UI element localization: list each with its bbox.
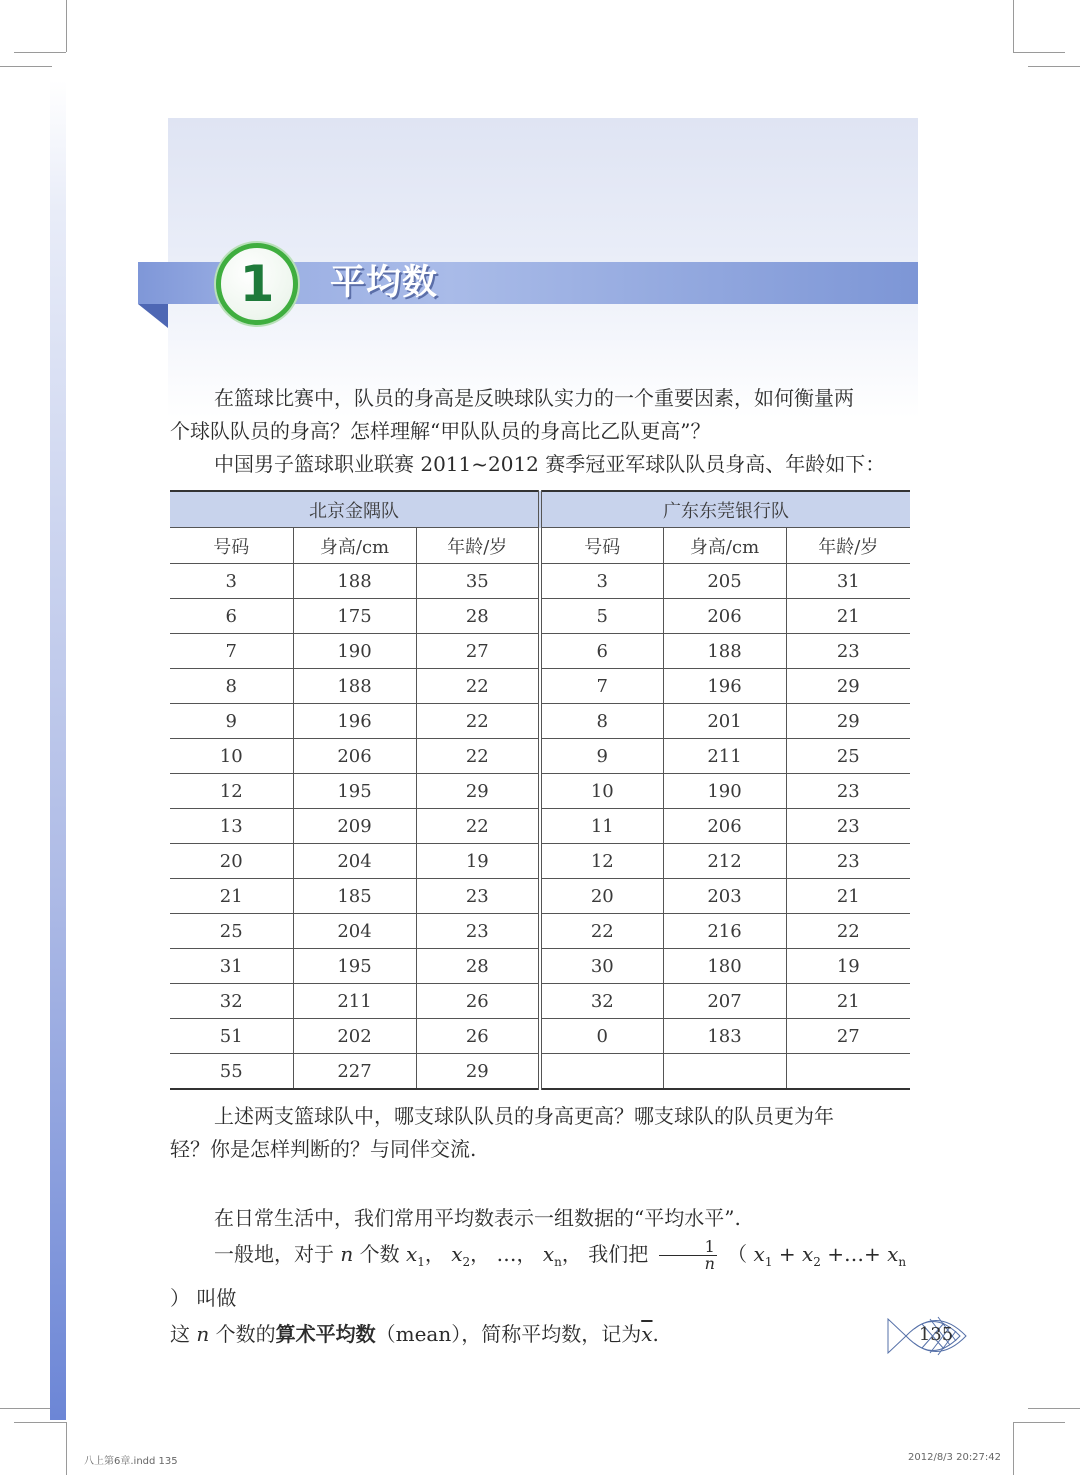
table-cell: 209 <box>293 809 416 844</box>
table-cell: 188 <box>293 669 416 704</box>
table-cell: 26 <box>416 1019 540 1054</box>
crop-mark <box>1028 66 1080 67</box>
table-row <box>170 914 910 949</box>
table-cell: 29 <box>786 669 910 704</box>
table-cell: 6 <box>540 634 663 669</box>
table-cell: 22 <box>540 914 663 949</box>
question-line-1: 上述两支篮球队中，哪支球队队员的身高更高？哪支球队的队员更为年 <box>214 1104 834 1128</box>
table-row <box>170 1019 910 1054</box>
plus: + <box>778 1242 796 1266</box>
math-var-x: x <box>753 1242 765 1266</box>
text: . <box>652 1322 659 1346</box>
table-cell: 25 <box>786 739 910 774</box>
text: ， <box>470 1242 491 1266</box>
table-cell: 31 <box>170 949 293 984</box>
definition-line-1: 在日常生活中，我们常用平均数表示一组数据的“平均水平”. <box>214 1206 741 1230</box>
table-cell: 5 <box>540 599 663 634</box>
text: 个数的 <box>215 1322 276 1346</box>
table-cell: 32 <box>170 984 293 1019</box>
table-row <box>170 879 910 914</box>
table-cell: 205 <box>663 564 786 599</box>
table-row <box>170 669 910 704</box>
table-cell: 29 <box>786 704 910 739</box>
math-var-x: x <box>801 1242 814 1266</box>
text: 一般地，对于 <box>214 1242 334 1266</box>
table-row <box>170 564 910 599</box>
footer-file-info: 八上第6章.indd 135 <box>84 1456 178 1467</box>
table-row <box>170 844 910 879</box>
table-row <box>170 599 910 634</box>
table-cell: 10 <box>170 739 293 774</box>
table-cell: 27 <box>416 634 540 669</box>
table-cell: 23 <box>416 914 540 949</box>
section-title-fold <box>138 304 168 328</box>
table-cell: 21 <box>786 879 910 914</box>
table-cell: 9 <box>540 739 663 774</box>
crop-mark <box>0 1408 52 1409</box>
table-cell: 196 <box>293 704 416 739</box>
math-var-x: x <box>887 1242 899 1266</box>
intro-paragraph <box>170 382 910 481</box>
intro-line-2: 个球队队员的身高？怎样理解“甲队队员的身高比乙队更高”？ <box>170 419 711 443</box>
table-cell: 19 <box>416 844 540 879</box>
table-body <box>170 564 910 1090</box>
table-cell: 28 <box>416 949 540 984</box>
table-cell: 190 <box>663 774 786 809</box>
math-x-bar: $\overline{x}$ <box>641 1322 653 1346</box>
fraction-denominator: n <box>704 1254 715 1273</box>
table-cell: 195 <box>293 949 416 984</box>
table-cell: 202 <box>293 1019 416 1054</box>
table-cell: 21 <box>786 599 910 634</box>
table-cell: 29 <box>416 774 540 809</box>
fraction <box>659 1239 717 1272</box>
table-cell: 201 <box>663 704 786 739</box>
table-cell: 22 <box>416 704 540 739</box>
section-number: 1 <box>239 255 275 313</box>
table-cell: 28 <box>416 599 540 634</box>
math-var-x: x <box>451 1242 463 1266</box>
table-cell: 21 <box>170 879 293 914</box>
text: 个数 <box>359 1242 400 1266</box>
table-cell: 23 <box>416 879 540 914</box>
crop-mark <box>66 0 67 52</box>
math-var-n: n <box>340 1242 354 1266</box>
subscript: 1 <box>417 1255 425 1269</box>
table-cell <box>786 1054 910 1090</box>
table-cell: 26 <box>416 984 540 1019</box>
table-row <box>170 739 910 774</box>
column-header: 号码 <box>540 528 663 564</box>
crop-mark <box>1013 1422 1014 1475</box>
crop-mark <box>14 1422 66 1423</box>
text: ， <box>561 1242 582 1266</box>
table-cell: 12 <box>170 774 293 809</box>
definition-line-2 <box>170 1236 910 1316</box>
table-cell: 22 <box>416 809 540 844</box>
text: ， <box>516 1242 537 1266</box>
crop-mark <box>1013 1422 1065 1423</box>
footer-timestamp: 2012/8/3 20:27:42 <box>908 1452 1002 1463</box>
table-row <box>170 984 910 1019</box>
table-cell: 20 <box>540 879 663 914</box>
team-a-header: 北京金隅队 <box>170 491 540 528</box>
table-cell: 20 <box>170 844 293 879</box>
math-var-x: x <box>405 1242 418 1266</box>
table-cell: 22 <box>786 914 910 949</box>
table-cell <box>540 1054 663 1090</box>
table-cell: 11 <box>540 809 663 844</box>
section-number-badge <box>216 243 298 325</box>
table-cell: 185 <box>293 879 416 914</box>
table-cell: 21 <box>786 984 910 1019</box>
table-cell: 207 <box>663 984 786 1019</box>
table-cell: 31 <box>786 564 910 599</box>
crop-mark <box>1028 1408 1080 1409</box>
table-cell: 51 <box>170 1019 293 1054</box>
subscript: n <box>898 1255 907 1269</box>
table-cell: 7 <box>540 669 663 704</box>
table-cell: 10 <box>540 774 663 809</box>
table-cell: 30 <box>540 949 663 984</box>
plus-dots: +…+ <box>827 1242 881 1266</box>
math-var-n: n <box>196 1322 210 1346</box>
table-cell: 188 <box>663 634 786 669</box>
table-cell: 6 <box>170 599 293 634</box>
crop-mark <box>66 1422 67 1475</box>
definition-paragraph <box>170 1200 910 1352</box>
definition-line-3 <box>170 1316 910 1352</box>
table-cell: 196 <box>663 669 786 704</box>
table-cell: 35 <box>416 564 540 599</box>
table-cell: 13 <box>170 809 293 844</box>
table-cell: 8 <box>540 704 663 739</box>
table-cell <box>663 1054 786 1090</box>
table-cell: 188 <box>293 564 416 599</box>
table-cell: 22 <box>416 739 540 774</box>
table-cell: 206 <box>663 809 786 844</box>
table-cell: 175 <box>293 599 416 634</box>
table-cell: 3 <box>540 564 663 599</box>
column-header: 年龄/岁 <box>416 528 540 564</box>
section-title: 平均数 <box>330 263 439 303</box>
text: （mean），简称平均数，记为 <box>375 1322 642 1346</box>
math-var-x: x <box>542 1242 555 1266</box>
table-cell: 180 <box>663 949 786 984</box>
table-cell: 23 <box>786 809 910 844</box>
table-cell: 203 <box>663 879 786 914</box>
table-row <box>170 634 910 669</box>
text: ） <box>170 1286 190 1310</box>
table-row <box>170 1054 910 1090</box>
table-cell: 211 <box>663 739 786 774</box>
table-row <box>170 774 910 809</box>
column-header: 年龄/岁 <box>786 528 910 564</box>
term-arithmetic-mean: 算术平均数 <box>275 1322 376 1346</box>
table-cell: 23 <box>786 634 910 669</box>
table-cell: 32 <box>540 984 663 1019</box>
fraction-numerator: 1 <box>659 1239 717 1256</box>
text: 这 <box>170 1322 190 1346</box>
table-cell: 216 <box>663 914 786 949</box>
height-age-table <box>170 490 910 1090</box>
ellipsis: … <box>496 1242 517 1266</box>
table-row <box>170 949 910 984</box>
table-cell: 29 <box>416 1054 540 1090</box>
table-cell: 227 <box>293 1054 416 1090</box>
table-row <box>170 704 910 739</box>
left-margin-strip <box>50 80 66 1420</box>
column-header: 号码 <box>170 528 293 564</box>
table-cell: 23 <box>786 774 910 809</box>
text: （ <box>727 1242 748 1266</box>
subscript: 2 <box>813 1255 821 1269</box>
table-row <box>170 809 910 844</box>
table-cell: 19 <box>786 949 910 984</box>
crop-mark <box>14 52 66 53</box>
column-header: 身高/cm <box>663 528 786 564</box>
text: ， <box>424 1242 445 1266</box>
subscript: n <box>554 1255 562 1269</box>
table-cell: 12 <box>540 844 663 879</box>
table-cell: 206 <box>293 739 416 774</box>
question-paragraph <box>170 1100 910 1166</box>
table-cell: 27 <box>786 1019 910 1054</box>
table-cell: 204 <box>293 844 416 879</box>
table-cell: 23 <box>786 844 910 879</box>
intro-line-3: 中国男子篮球职业联赛 2011~2012 赛季冠亚军球队队员身高、年龄如下： <box>214 452 886 476</box>
text: 我们把 <box>588 1242 649 1266</box>
table-cell: 55 <box>170 1054 293 1090</box>
team-b-header: 广东东莞银行队 <box>540 491 910 528</box>
table-cell: 190 <box>293 634 416 669</box>
crop-mark <box>1013 52 1065 53</box>
text: 叫做 <box>196 1286 237 1310</box>
table-cell: 183 <box>663 1019 786 1054</box>
table-cell: 3 <box>170 564 293 599</box>
table-cell: 25 <box>170 914 293 949</box>
table-cell: 9 <box>170 704 293 739</box>
table-cell: 22 <box>416 669 540 704</box>
table-cell: 0 <box>540 1019 663 1054</box>
crop-mark <box>1013 0 1014 52</box>
table-cell: 7 <box>170 634 293 669</box>
column-header: 身高/cm <box>293 528 416 564</box>
table-cell: 211 <box>293 984 416 1019</box>
table-cell: 8 <box>170 669 293 704</box>
table-cell: 204 <box>293 914 416 949</box>
question-line-2: 轻？你是怎样判断的？与同伴交流. <box>170 1137 477 1161</box>
intro-line-1: 在篮球比赛中，队员的身高是反映球队实力的一个重要因素，如何衡量两 <box>214 386 854 410</box>
table-cell: 206 <box>663 599 786 634</box>
crop-mark <box>0 66 52 67</box>
table-cell: 212 <box>663 844 786 879</box>
subscript: 1 <box>764 1255 773 1269</box>
page-number: 135 <box>918 1324 954 1345</box>
subscript: 2 <box>462 1255 471 1269</box>
table-cell: 195 <box>293 774 416 809</box>
